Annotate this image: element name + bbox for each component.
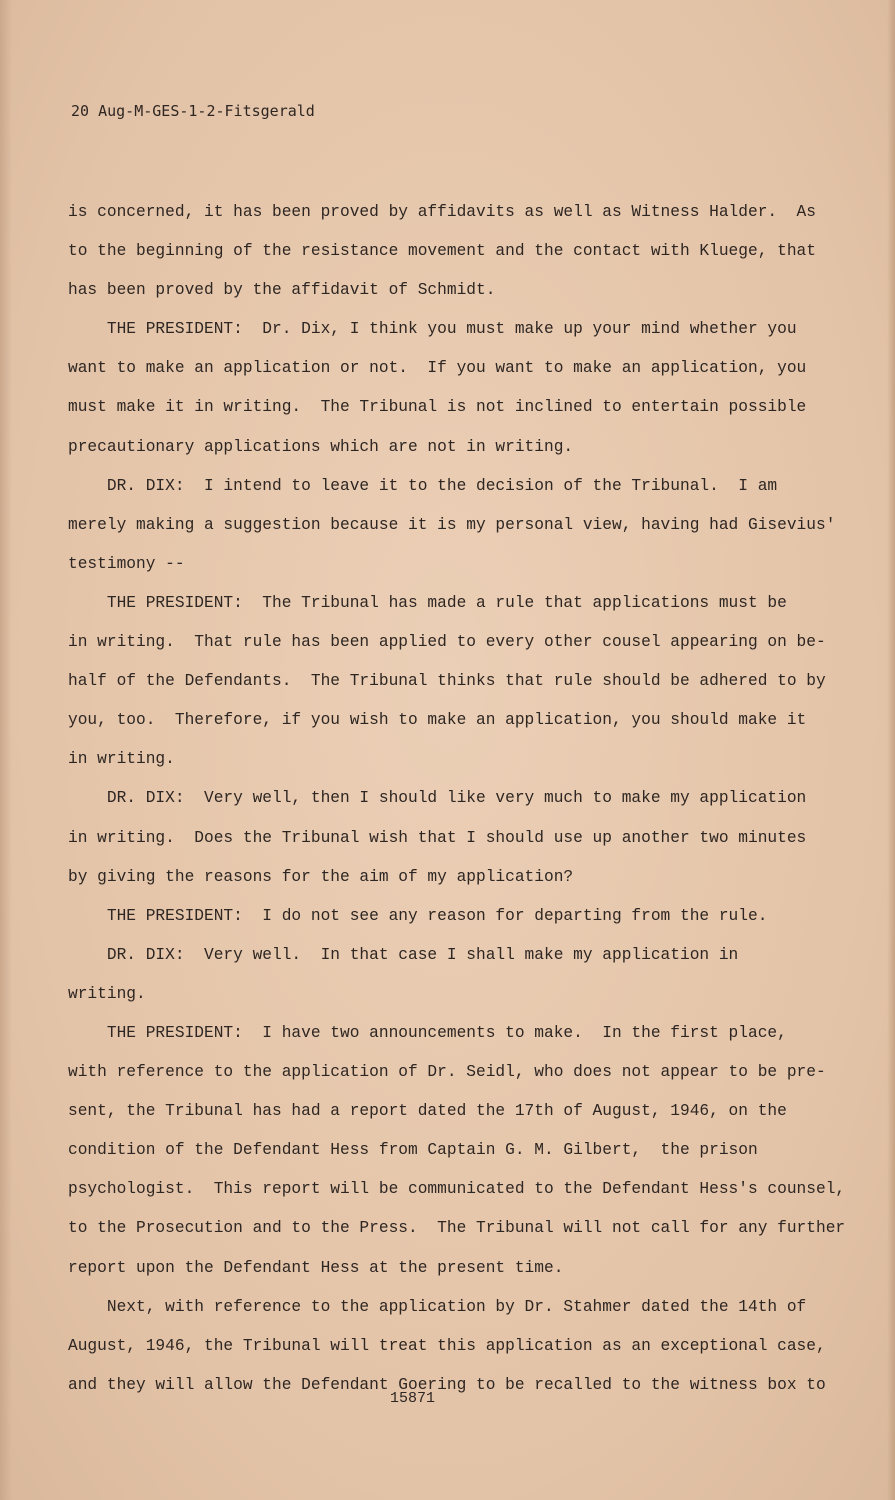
text-line: want to make an application or not. If you want to make an application, you bbox=[68, 359, 807, 378]
text-line: THE PRESIDENT: The Tribunal has made a rule that applications must be bbox=[68, 593, 787, 612]
text-line: you, too. Therefore, if you wish to make an application, you should make it bbox=[68, 711, 807, 730]
text-line: DR. DIX: Very well. In that case I shall make my application in bbox=[68, 945, 739, 964]
text-line: report upon the Defendant Hess at the present time. bbox=[68, 1258, 564, 1277]
text-line: condition of the Defendant Hess from Captain G. M. Gilbert, the prison bbox=[68, 1141, 758, 1160]
page-edge-right bbox=[887, 0, 895, 1500]
page-edge-left bbox=[0, 0, 12, 1500]
text-line: writing. bbox=[68, 984, 146, 1003]
text-line: precautionary applications which are not in writing. bbox=[68, 437, 574, 456]
transcript-body bbox=[68, 193, 848, 1405]
page-number: 15871 bbox=[390, 1390, 436, 1407]
text-line: sent, the Tribunal has had a report dated the 17th of August, 1946, on the bbox=[68, 1102, 787, 1121]
text-line: in writing. bbox=[68, 750, 175, 769]
document-header: 20 Aug-M-GES-1-2-Fitsgerald bbox=[71, 102, 315, 120]
text-line: DR. DIX: Very well, then I should like very much to make my application bbox=[68, 789, 807, 808]
text-line: by giving the reasons for the aim of my application? bbox=[68, 867, 574, 886]
text-line: to the beginning of the resistance movement and the contact with Kluege, that bbox=[68, 242, 816, 261]
text-line: in writing. Does the Tribunal wish that I should use up another two minutes bbox=[68, 828, 807, 847]
text-line: testimony -- bbox=[68, 554, 185, 573]
text-line: in writing. That rule has been applied to every other cousel appearing on be- bbox=[68, 633, 826, 652]
text-line: half of the Defendants. The Tribunal thinks that rule should be adhered to by bbox=[68, 672, 826, 691]
text-line: with reference to the application of Dr. Seidl, who does not appear to be pre- bbox=[68, 1063, 826, 1082]
text-line: and they will allow the Defendant Goering to be recalled to the witness box to bbox=[68, 1375, 826, 1394]
text-line: merely making a suggestion because it is my personal view, having had Gisevius' bbox=[68, 515, 836, 534]
text-line: August, 1946, the Tribunal will treat this application as an exceptional case, bbox=[68, 1336, 826, 1355]
text-line: THE PRESIDENT: Dr. Dix, I think you must make up your mind whether you bbox=[68, 320, 797, 339]
text-line: must make it in writing. The Tribunal is not inclined to entertain possible bbox=[68, 398, 807, 417]
text-line: THE PRESIDENT: I have two announcements to make. In the first place, bbox=[68, 1023, 787, 1042]
text-line: THE PRESIDENT: I do not see any reason for departing from the rule. bbox=[68, 906, 768, 925]
text-line: has been proved by the affidavit of Schmidt. bbox=[68, 281, 496, 300]
text-line: to the Prosecution and to the Press. The Tribunal will not call for any further bbox=[68, 1219, 846, 1238]
text-line: psychologist. This report will be communicated to the Defendant Hess's counsel, bbox=[68, 1180, 846, 1199]
text-line: Next, with reference to the application by Dr. Stahmer dated the 14th of bbox=[68, 1297, 807, 1316]
text-line: DR. DIX: I intend to leave it to the decision of the Tribunal. I am bbox=[68, 476, 778, 495]
text-line: is concerned, it has been proved by affidavits as well as Witness Halder. As bbox=[68, 203, 816, 221]
